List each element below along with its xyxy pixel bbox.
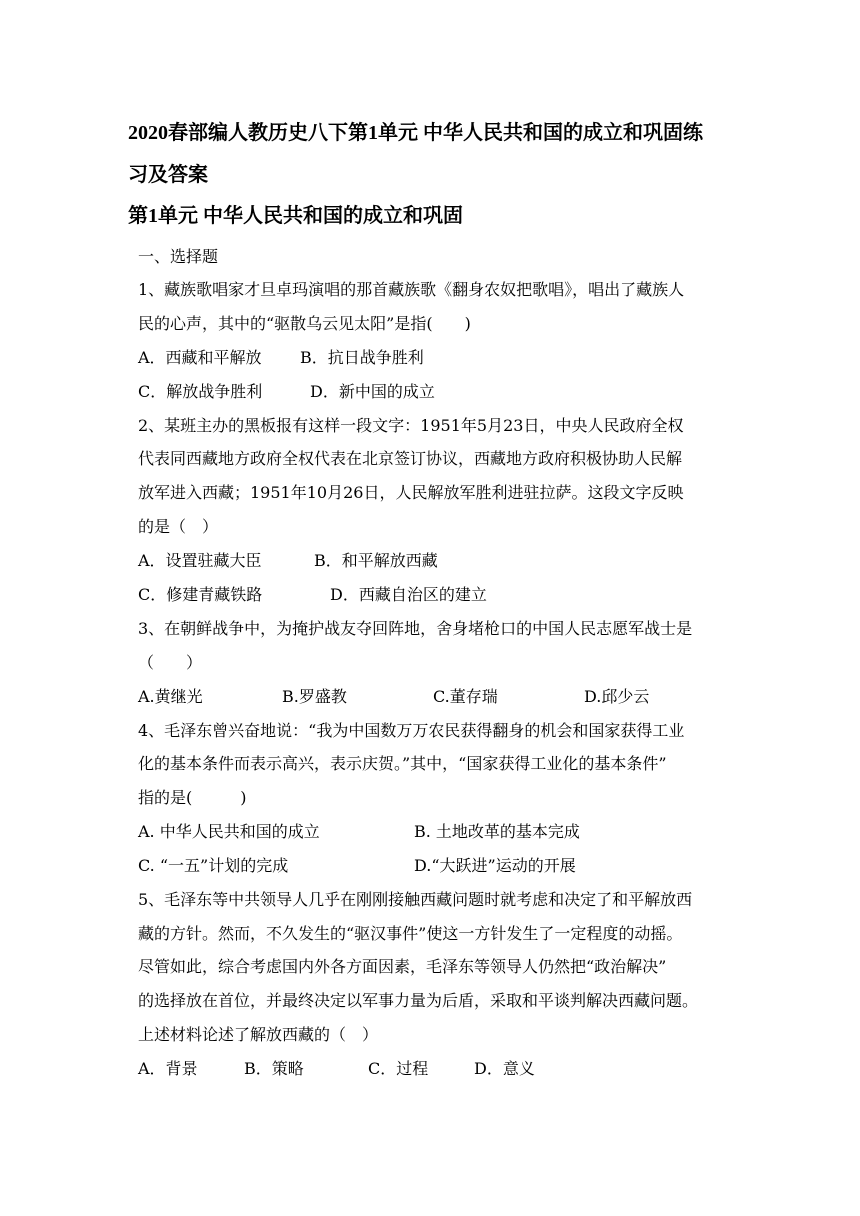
question-3-stem-line: 3、在朝鲜战争中，为掩护战友夺回阵地，舍身堵枪口的中国人民志愿军战士是 bbox=[138, 619, 693, 638]
question-5-stem-line: 的选择放在首位，并最终决定以军事力量为后盾，采取和平谈判解决西藏问题。 bbox=[138, 991, 699, 1010]
question-2-option-c: C．修建青藏铁路 bbox=[138, 585, 263, 604]
question-2-stem-line: 放军进入西藏；1951年10月26日，人民解放军胜利进驻拉萨。这段文字反映 bbox=[138, 483, 684, 502]
question-4-option-d: D.“大跃进”运动的开展 bbox=[414, 856, 576, 875]
question-1-option-d: D．新中国的成立 bbox=[310, 382, 435, 401]
question-1-option-a: A．西藏和平解放 bbox=[138, 348, 262, 367]
question-1-options-row bbox=[138, 380, 435, 404]
question-2-option-d: D．西藏自治区的建立 bbox=[330, 585, 487, 604]
question-5-stem-line: 5、毛泽东等中共领导人几乎在刚刚接触西藏问题时就考虑和决定了和平解放西 bbox=[138, 890, 693, 909]
question-3-option-a: A.黄继光 bbox=[138, 687, 203, 706]
unit-title: 第1单元 中华人民共和国的成立和巩固 bbox=[128, 205, 463, 227]
question-5-stem-line: 上述材料论述了解放西藏的（ ） bbox=[138, 1025, 379, 1044]
document-title-line-2: 习及答案 bbox=[128, 164, 208, 186]
question-4-stem-line: 4、毛泽东曾兴奋地说：“我为中国数万万农民获得翻身的机会和国家获得工业 bbox=[138, 721, 685, 740]
question-5-option-a: A．背景 bbox=[138, 1059, 198, 1078]
question-4-option-c: C. “一五”计划的完成 bbox=[138, 856, 289, 875]
question-5-option-b: B．策略 bbox=[244, 1059, 304, 1078]
section-heading: 一、选择题 bbox=[138, 247, 219, 266]
question-3-stem-line: （ ） bbox=[138, 653, 203, 672]
question-3-options-row bbox=[138, 685, 649, 709]
question-4-options-row bbox=[138, 854, 576, 878]
question-2-stem-line: 的是（ ） bbox=[138, 517, 219, 536]
question-4-options-row bbox=[138, 820, 580, 844]
question-5-option-c: C．过程 bbox=[368, 1059, 429, 1078]
question-2-stem-line: 代表同西藏地方政府全权代表在北京签订协议，西藏地方政府积极协助人民解 bbox=[138, 449, 683, 468]
question-5-stem-line: 尽管如此，综合考虑国内外各方面因素，毛泽东等领导人仍然把“政治解决” bbox=[138, 957, 667, 976]
question-2-stem-line: 2、某班主办的黑板报有这样一段文字：1951年5月23日，中央人民政府全权 bbox=[138, 416, 684, 435]
question-5-option-d: D．意义 bbox=[474, 1059, 535, 1078]
question-4-option-a: A. 中华人民共和国的成立 bbox=[138, 822, 320, 841]
question-4-stem-line: 化的基本条件而表示高兴，表示庆贺。”其中，“国家获得工业化的基本条件” bbox=[138, 754, 667, 773]
question-1-option-c: C．解放战争胜利 bbox=[138, 382, 263, 401]
question-3-option-b: B.罗盛教 bbox=[282, 687, 347, 706]
question-1-stem-line: 1、藏族歌唱家才旦卓玛演唱的那首藏族歌《翻身农奴把歌唱》，唱出了藏族人 bbox=[138, 280, 685, 299]
question-1-stem-line: 民的心声，其中的“驱散乌云见太阳”是指( ) bbox=[138, 314, 471, 333]
question-5-options-row bbox=[138, 1057, 535, 1081]
question-4-option-b: B. 土地改革的基本完成 bbox=[414, 822, 580, 841]
question-2-options-row bbox=[138, 549, 438, 573]
question-2-options-row bbox=[138, 583, 487, 607]
question-1-option-b: B．抗日战争胜利 bbox=[300, 348, 424, 367]
question-1-options-row bbox=[138, 346, 424, 370]
question-2-option-b: B．和平解放西藏 bbox=[314, 551, 438, 570]
question-4-stem-line: 指的是( ) bbox=[138, 788, 247, 807]
question-5-stem-line: 藏的方针。然而，不久发生的“驱汉事件”使这一方针发生了一定程度的动摇。 bbox=[138, 924, 683, 943]
question-2-option-a: A．设置驻藏大臣 bbox=[138, 551, 262, 570]
question-3-option-d: D.邱少云 bbox=[584, 687, 650, 706]
document-title-line-1: 2020春部编人教历史八下第1单元 中华人民共和国的成立和巩固练 bbox=[128, 122, 703, 144]
question-3-option-c: C.董存瑞 bbox=[433, 687, 498, 706]
